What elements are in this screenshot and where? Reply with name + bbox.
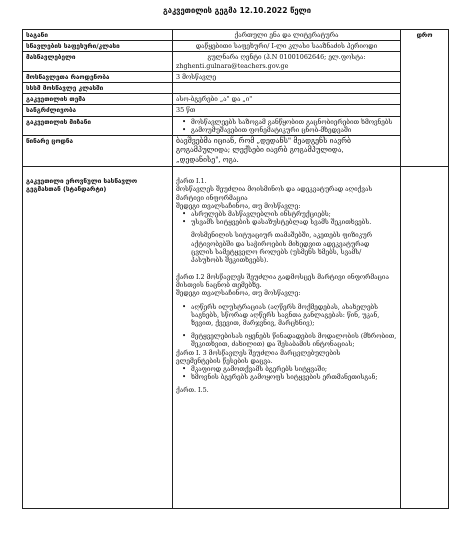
outcomes-value bbox=[173, 167, 401, 509]
indicator-note-line: აქტივობებში და საჭიროების მიხედვით ადეკვატურად bbox=[191, 239, 370, 248]
indicator-item: • მეტყველებისას იყენებს წინადადების მოდალობის (მხრობით, შეკითხვით, ძახილით) და შესაბამის ინტონაციას; bbox=[191, 332, 397, 348]
row-goal bbox=[23, 116, 449, 135]
indicator-note-line: პასუხობს შეკითხვებს). bbox=[191, 255, 269, 264]
goal-item: • მოსწავლეებს საზოგამ განწყობით გაცნობიერებით ხმოვნებს bbox=[191, 118, 397, 126]
outcomes-label bbox=[23, 167, 173, 509]
indicator-list bbox=[176, 365, 397, 381]
row-topic bbox=[23, 94, 449, 105]
goal-label: გაკვეთილის მიზანი bbox=[23, 116, 173, 135]
teacher-name-line: გულნარა ღენტი (პ.N 01001062646; ელ.ფოსტა: bbox=[207, 53, 366, 62]
topic-value: ასო-ბგერები „ა" და „ი" bbox=[173, 94, 401, 105]
prior-knowledge-label: წინარე ცოდნა bbox=[23, 135, 173, 166]
standard-text: შედეგი თვალსაჩინოა, თუ მოსწავლე: bbox=[176, 201, 301, 210]
prior-knowledge-value bbox=[173, 135, 401, 166]
prior-knowledge-line: ბავშვებმა იციან, რომ „დედანს" მეადგენს იავრბ bbox=[176, 136, 351, 145]
lesson-plan-table bbox=[22, 29, 449, 509]
goal-value bbox=[173, 116, 401, 135]
standard-heading: ელემენტების წესების დაცვა. bbox=[176, 356, 273, 365]
outcomes-label-line: გაკვეთილი ეროვნული სასწავლო bbox=[26, 177, 138, 186]
row-school-level bbox=[23, 41, 449, 52]
standard-text: მარტივი ინფორმაცია bbox=[176, 193, 248, 202]
indicator-item: • მკაფიოდ გამოთქვამს ბგერებს სიტყვაში; bbox=[191, 365, 397, 373]
indicator-note-line: ცვლის სამეტყველო როლებს (უსმენს ხმებს, სვამს/ bbox=[191, 247, 362, 256]
indicator-note bbox=[176, 231, 397, 264]
teacher-email: zhghenti.gulnara@teachers.gov.ge bbox=[176, 61, 289, 70]
standard-heading: მისთვის ნაცნობ თემებზე. bbox=[176, 281, 262, 290]
indicator-list bbox=[176, 210, 397, 226]
subject-value: ქართული ენა და ლიტერატურა bbox=[173, 30, 401, 41]
row-teacher bbox=[23, 52, 449, 71]
row-duration bbox=[23, 105, 449, 116]
school-level-label: სწავლების საფეხური/კლასი bbox=[23, 41, 173, 52]
topic-label: გაკვეთილის თემა bbox=[23, 94, 173, 105]
row-sen bbox=[23, 82, 449, 93]
goal-list bbox=[176, 118, 397, 134]
indicator-item: • ხმოვნის ბგერებს გამოყოფს სიტყვების ერთმანეთისგან; bbox=[191, 373, 397, 381]
indicator-item: • ასრულებს მასწავლებლის ინსტრუქციებს; bbox=[191, 210, 397, 218]
page-title: გაკვეთილის გეგმა 12.10.2022 წელი bbox=[163, 6, 311, 15]
prior-knowledge-line: გოგამპულიდა; ლექსები იავრბ გოგამპულიდა, bbox=[176, 146, 344, 155]
standard-heading: ქართ I.2 მოსწავლეს შეუძლია გადმოსცეს მარტივი ინფორმაცია bbox=[176, 273, 389, 282]
standard-heading: ქართ. I.5. bbox=[176, 386, 209, 395]
indicator-list bbox=[176, 332, 397, 348]
indicator-note-line: მოსმენილის სიტუაციურ თამაშებში, აკეთებს ფიზიკურ bbox=[191, 231, 372, 240]
indicator-item: • აღწერს ილუსტრაციას (აღწერს მოქმედებას, ასახელებს საგნებს, სწორად აღწერს საგნთა განლაგებას: წინ, უკან, ზევით, ქვევით, მარჯვნივ, მარცხნივ); bbox=[191, 303, 397, 328]
time-column-header: დრო bbox=[401, 30, 449, 167]
duration-value: 35 წთ bbox=[173, 105, 401, 116]
subject-label: საგანი bbox=[23, 30, 173, 41]
students-value: 3 მოსწავლე bbox=[173, 71, 401, 82]
prior-knowledge-line: „დედანისე", ოგა. bbox=[176, 155, 239, 164]
standard-heading: ქართ I. 3 მოსწავლეს შეუძლია მარცვლებულების bbox=[176, 348, 341, 357]
goal-item: • გამოუმუშავებით ფონემატიკური ცნობ-მხედვაში bbox=[191, 126, 397, 134]
row-prior-knowledge bbox=[23, 135, 449, 166]
teacher-label: მასწავლებელი bbox=[23, 52, 173, 71]
students-label: მოსწავლეთა რაოდენობა bbox=[23, 71, 173, 82]
sen-value bbox=[173, 82, 401, 93]
school-level-value: დაწყებითი საფეხური/ I-ლი კლასი სააზნაძის პერიოდი bbox=[173, 41, 401, 52]
outcomes-time bbox=[401, 167, 449, 509]
row-outcomes bbox=[23, 167, 449, 509]
standard-text: მოსწავლეს შეუძლია მოისმინოს და ადეკვატურად აღიქვას bbox=[176, 185, 373, 194]
standard-heading: ქართ I.1. bbox=[176, 177, 207, 186]
duration-label: ხანგრძლივობა bbox=[23, 105, 173, 116]
row-subject bbox=[23, 30, 449, 41]
teacher-value bbox=[173, 52, 401, 71]
sen-label: სსსმ მოსწავლე კლასში bbox=[23, 82, 173, 93]
standard-text: შედეგი თვალსაჩინოა, თუ მოსწავლე: bbox=[176, 289, 301, 298]
row-students bbox=[23, 71, 449, 82]
outcomes-label-line: გეგმასთან (სტანდარტი) bbox=[26, 185, 107, 194]
indicator-list bbox=[176, 303, 397, 328]
indicator-item: • უსვამს სიტყვების დასაზუსტებლად სვამს შეკითხვებს. bbox=[191, 218, 397, 226]
